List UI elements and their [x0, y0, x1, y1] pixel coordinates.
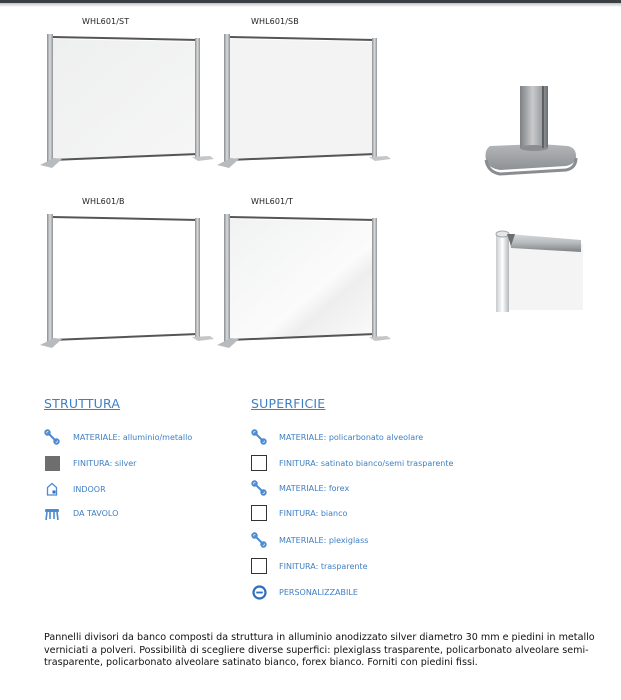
- wrench-icon: [43, 429, 61, 445]
- corner-detail-image: [493, 222, 583, 312]
- superficie-item-4: [250, 532, 268, 548]
- wrench-icon: [250, 532, 268, 548]
- superficie-item-5: [250, 558, 268, 574]
- product-code-t: WHL601/T: [251, 197, 294, 206]
- product-code-b: WHL601/B: [82, 197, 125, 206]
- panel-image-sb: [215, 32, 395, 172]
- customizable-icon: [250, 584, 268, 600]
- panel-image-t: [215, 212, 395, 352]
- struttura-item-tavolo: [43, 506, 61, 522]
- superficie-item-3: [250, 505, 268, 521]
- superficie-item-6: [250, 584, 268, 600]
- description-line: verniciati a polveri. Possibilità di scegliere diverse superfici: plexiglass trasparente, policarbonato alveolare semi-: [44, 644, 589, 656]
- top-bar-shadow: [0, 3, 621, 7]
- table-icon: [43, 506, 61, 522]
- struttura-label-materiale: MATERIALE: alluminio/metallo: [73, 433, 193, 442]
- wrench-icon: [250, 480, 268, 496]
- superficie-item-2: [250, 480, 268, 496]
- white-swatch-icon: [250, 455, 268, 471]
- foot-detail-image: [470, 82, 582, 182]
- indoor-house-icon: [43, 481, 61, 497]
- struttura-item-finitura: [43, 455, 61, 471]
- superficie-item-1: [250, 455, 268, 471]
- superficie-title: SUPERFICIE: [251, 396, 326, 411]
- product-description: [44, 632, 604, 670]
- superficie-label-3: FINITURA: bianco: [279, 509, 348, 518]
- struttura-item-indoor: [43, 481, 61, 497]
- struttura-item-materiale: [43, 429, 61, 445]
- superficie-label-0: MATERIALE: policarbonato alveolare: [279, 433, 424, 442]
- struttura-label-indoor: INDOOR: [73, 485, 106, 494]
- superficie-label-5: FINITURA: trasparente: [279, 562, 368, 571]
- superficie-label-4: MATERIALE: plexiglass: [279, 536, 369, 545]
- product-code-st: WHL601/ST: [82, 17, 130, 26]
- superficie-label-2: MATERIALE: forex: [279, 484, 350, 493]
- superficie-label-6: PERSONALIZZABILE: [279, 588, 358, 597]
- description-line: Pannelli divisori da banco composti da struttura in alluminio anodizzato silver diametro 30 mm e piedini in metallo: [44, 632, 595, 643]
- panel-image-b: [38, 212, 218, 352]
- wrench-icon: [250, 429, 268, 445]
- product-code-sb: WHL601/SB: [251, 17, 299, 26]
- struttura-label-finitura: FINITURA: silver: [73, 459, 137, 468]
- superficie-label-1: FINITURA: satinato bianco/semi trasparente: [279, 459, 454, 468]
- panel-image-st: [38, 32, 218, 172]
- struttura-title: STRUTTURA: [44, 396, 121, 411]
- white-swatch-icon: [250, 505, 268, 521]
- silver-swatch-icon: [43, 455, 61, 471]
- white-swatch-icon: [250, 558, 268, 574]
- superficie-item-0: [250, 429, 268, 445]
- description-line: trasparente, policarbonato alveolare satinato bianco, forex bianco. Forniti con piedini fissi.: [44, 657, 478, 668]
- struttura-label-tavolo: DA TAVOLO: [73, 509, 119, 518]
